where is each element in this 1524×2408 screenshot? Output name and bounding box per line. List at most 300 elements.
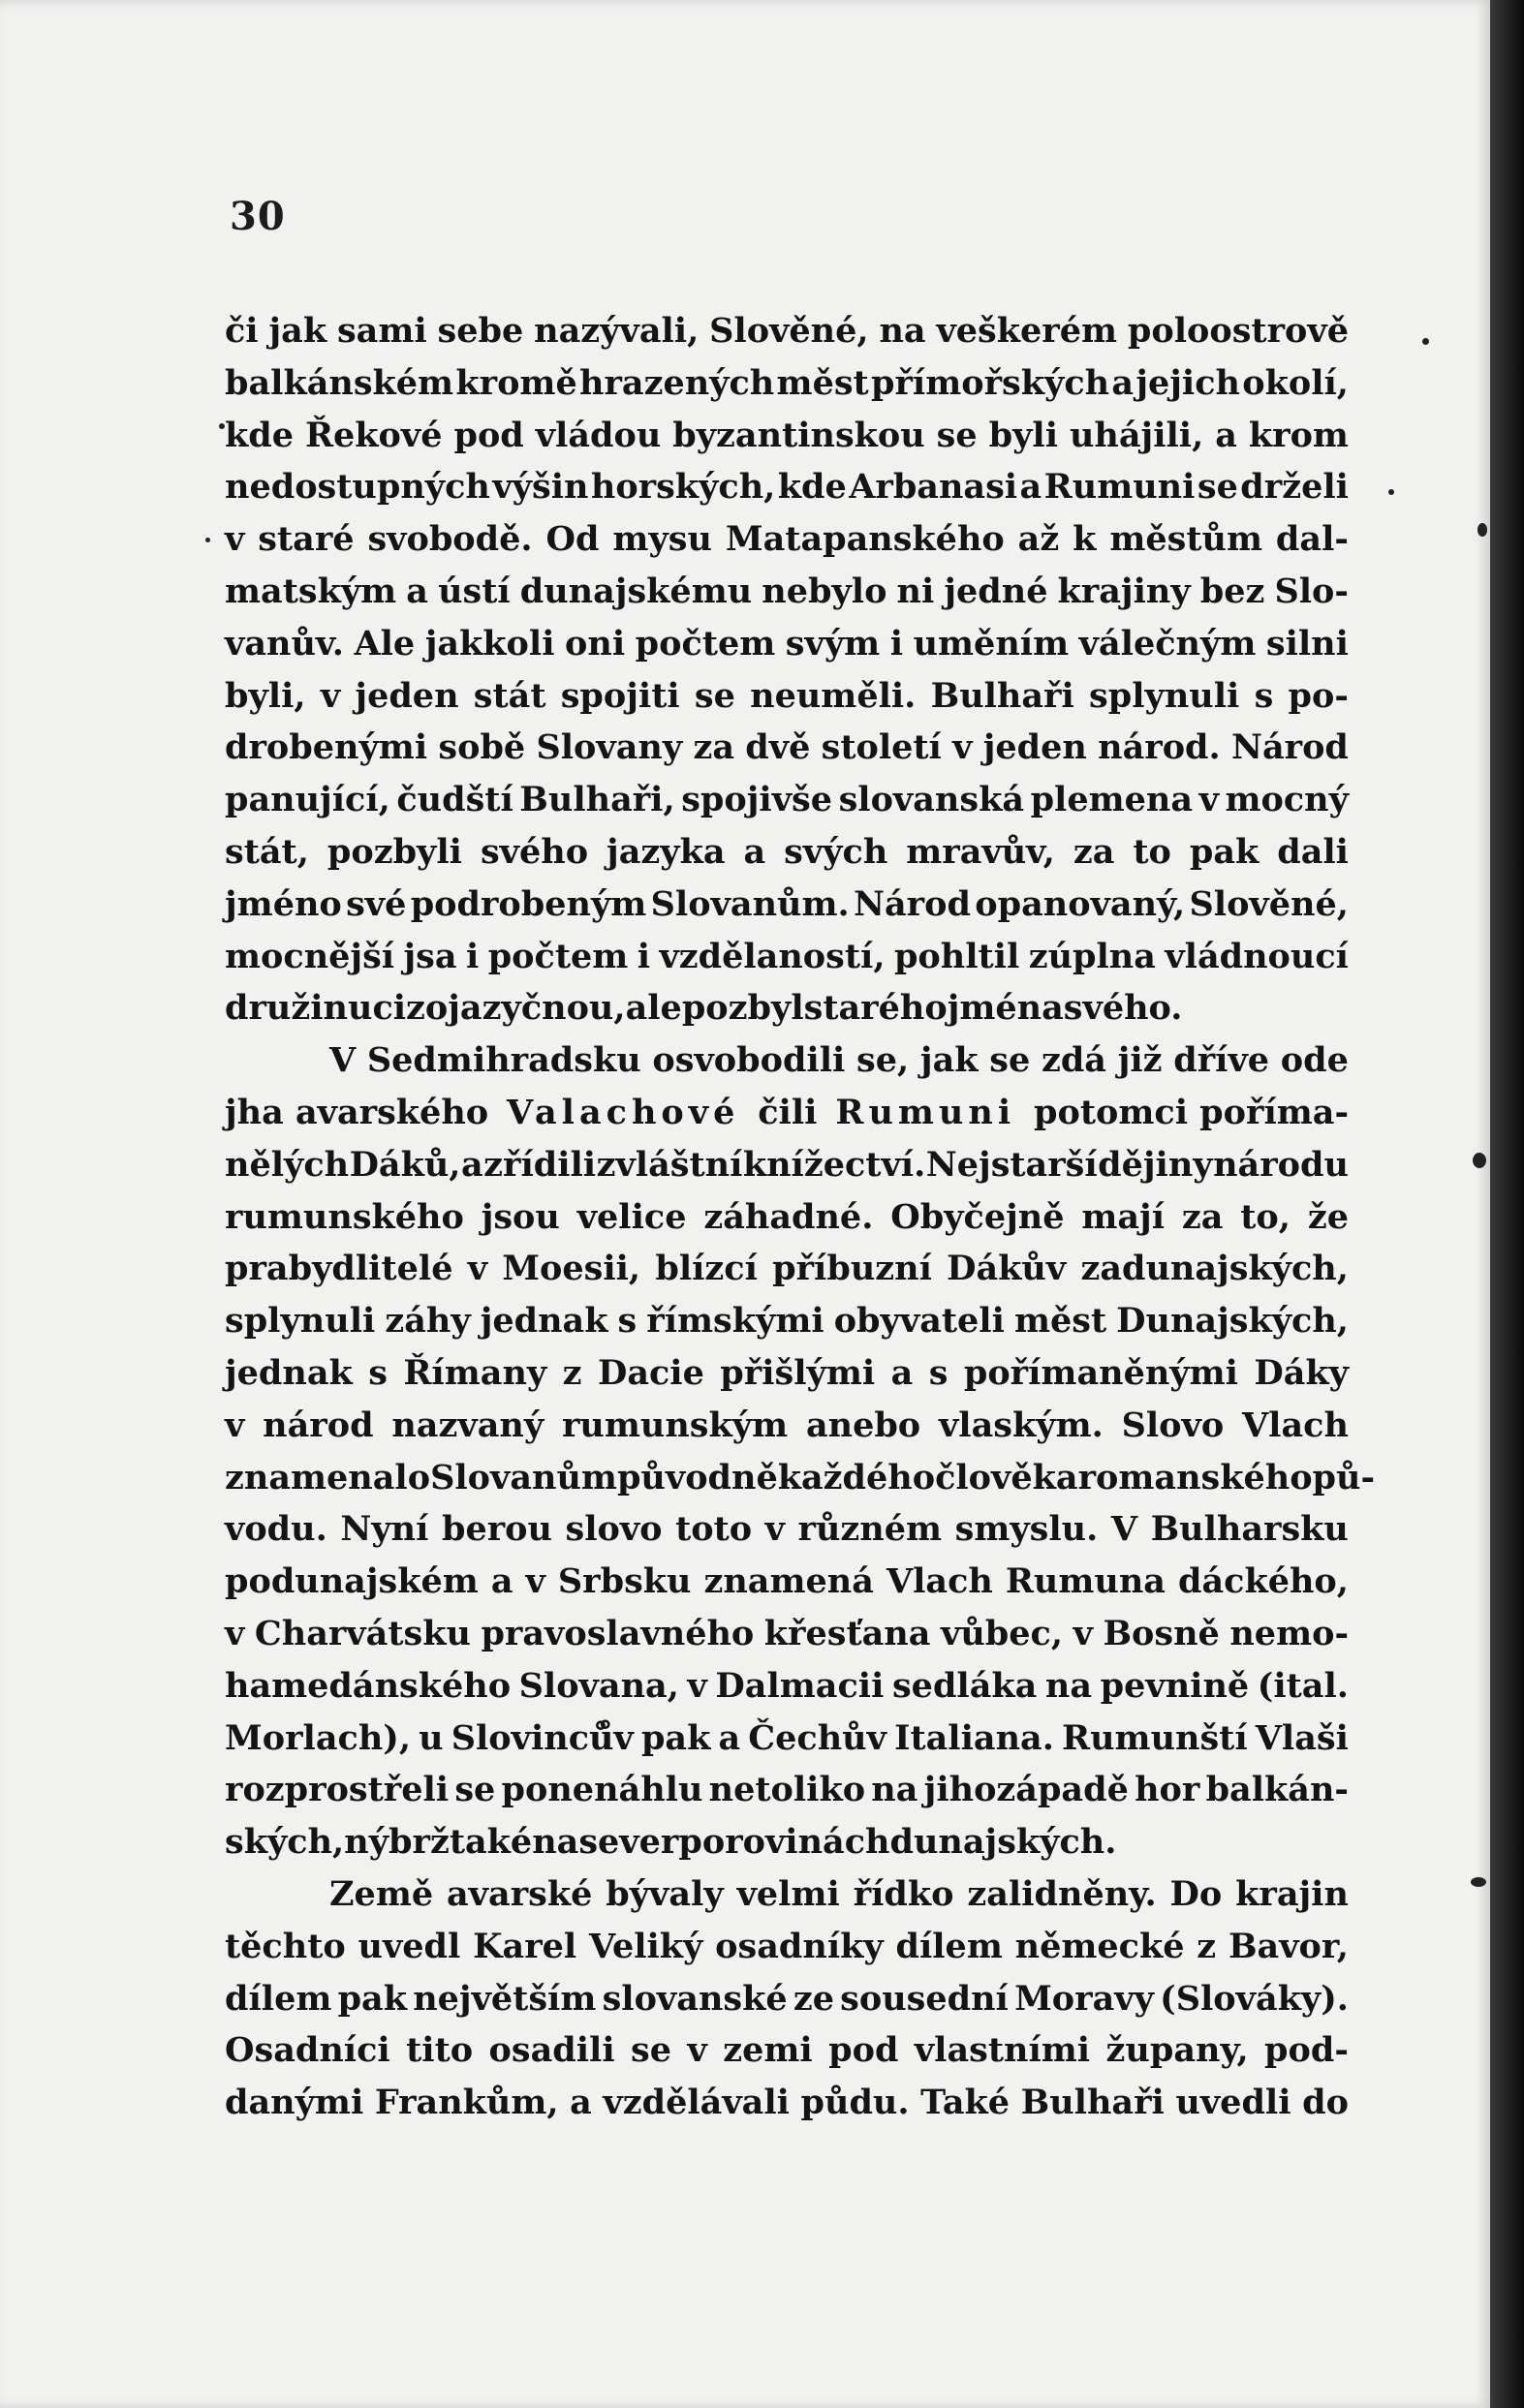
word: s — [368, 1352, 388, 1393]
word: jihozápadě — [923, 1770, 1129, 1810]
word: to — [1133, 831, 1171, 872]
word: svobodě. — [367, 519, 533, 560]
page-number: 30 — [230, 194, 286, 239]
word: a — [1019, 467, 1042, 508]
word: panující, — [225, 780, 390, 820]
word: zdá — [1041, 1040, 1106, 1081]
word: jsa — [403, 936, 457, 976]
word: na — [879, 311, 926, 351]
word: Vlaši — [1255, 1717, 1349, 1758]
word: a — [570, 2083, 592, 2123]
scan-speck — [1471, 1877, 1486, 1887]
word: uvedl — [358, 1926, 461, 1966]
word: kromě — [455, 362, 577, 403]
word: dunajskému — [519, 571, 753, 611]
word: poloostrově — [1127, 311, 1349, 351]
word: jméno — [225, 883, 342, 924]
word: Země — [329, 1873, 434, 1914]
text-line — [225, 1034, 1349, 1087]
word: nazývali, — [534, 311, 700, 351]
word: se, — [856, 1040, 910, 1081]
word: slovanské — [602, 1978, 788, 2019]
word: opanovaný, — [975, 883, 1186, 924]
word: půdu. — [800, 2083, 910, 2123]
word: sedláka — [891, 1665, 1038, 1706]
word: měst — [776, 362, 869, 403]
word: staré — [258, 519, 355, 560]
text-line-with-spaced-names — [225, 1087, 1349, 1139]
word: zúplna — [1028, 936, 1156, 976]
word: ze — [793, 1978, 834, 2019]
word: kde — [777, 467, 847, 508]
word: dvě — [745, 727, 811, 768]
text-line — [225, 305, 1349, 357]
word: za — [693, 727, 734, 768]
scan-speck — [1422, 338, 1429, 345]
word: se — [989, 1040, 1031, 1081]
word: v — [320, 675, 341, 716]
text-line — [225, 461, 1349, 513]
text-line — [225, 1608, 1349, 1660]
word: kde — [225, 415, 294, 455]
word: Slovany — [536, 727, 683, 768]
word: každého — [777, 1457, 936, 1497]
word: ponenáhlu — [501, 1770, 703, 1810]
word: znamená — [703, 1561, 874, 1602]
word: pozbyl — [681, 988, 804, 1029]
word: různém — [797, 1509, 943, 1550]
word: stát — [473, 675, 546, 716]
text-line — [225, 826, 1349, 879]
word: (ital. — [1257, 1665, 1349, 1706]
word: sebe — [437, 311, 524, 351]
word: národ — [263, 1405, 374, 1445]
word: v — [764, 1509, 785, 1550]
word: se — [631, 2030, 672, 2071]
word: počtem — [487, 936, 629, 976]
word: svým — [785, 623, 881, 664]
word: Dalmacii — [715, 1665, 885, 1706]
word: ni — [896, 571, 935, 611]
word: a — [1215, 415, 1237, 455]
word: Moesii, — [502, 1249, 641, 1289]
word: Do — [1169, 1873, 1223, 1914]
word: ských, — [225, 1822, 345, 1863]
word: Slověné, — [709, 311, 869, 351]
word: přišlými — [720, 1352, 876, 1393]
word: národ. — [1098, 727, 1221, 768]
word: vanův. — [225, 623, 344, 664]
word: a — [743, 831, 766, 872]
word: horských, — [590, 467, 776, 508]
word: pak — [337, 1978, 407, 2019]
word: Karel — [473, 1926, 577, 1966]
text-line — [225, 1139, 1349, 1191]
word: jednak — [480, 1301, 608, 1342]
word: jedné — [944, 571, 1048, 611]
text-line — [225, 566, 1349, 618]
text-line — [225, 1295, 1349, 1347]
word: ústí — [438, 571, 511, 611]
word: těchto — [225, 1926, 346, 1966]
word: Vlach — [886, 1561, 993, 1602]
word: se — [936, 415, 978, 455]
word: danými — [225, 2083, 364, 2123]
word: Slověné, — [1189, 883, 1349, 924]
word: byzantinskou — [672, 415, 925, 455]
word: slovo — [565, 1509, 663, 1550]
word: župany, — [1105, 2030, 1249, 2071]
word: zřídili — [483, 1144, 597, 1185]
word: Veliký — [589, 1926, 703, 1966]
word: že — [1307, 1196, 1349, 1237]
word: po — [678, 1822, 726, 1863]
word: Nejstarší — [925, 1144, 1098, 1185]
word: Osadníci — [225, 2030, 390, 2071]
word: mocnější — [225, 936, 395, 976]
word: v — [225, 1613, 245, 1653]
word: to, — [1240, 1196, 1291, 1237]
word: Bulharsku — [1150, 1509, 1349, 1550]
word: i — [637, 936, 651, 976]
word: Dáky — [1254, 1352, 1349, 1393]
text-fragment: jha avarského — [225, 1092, 489, 1132]
word: pod — [828, 2030, 899, 2071]
word: spojiti — [560, 675, 680, 716]
word: v — [225, 1405, 245, 1445]
word: bývaly — [606, 1873, 724, 1914]
word: pevnině — [1100, 1665, 1250, 1706]
word: válečným — [1078, 623, 1257, 664]
word: jak — [919, 1040, 979, 1081]
word: uhájili, — [1069, 415, 1204, 455]
word: vůbec, — [940, 1613, 1064, 1653]
word: Národ — [1230, 727, 1349, 768]
word: největším — [413, 1978, 597, 2019]
word: znamenalo — [225, 1457, 431, 1497]
word: podunajském — [225, 1561, 479, 1602]
word: Frankům, — [374, 2083, 559, 2123]
word: splynuli — [225, 1301, 376, 1342]
word: zemi — [723, 2030, 813, 2071]
word: krajiny — [1057, 571, 1191, 611]
word: v — [225, 519, 245, 560]
word: Srbsku — [557, 1561, 692, 1602]
word: veškerém — [936, 311, 1118, 351]
word: rumunského — [225, 1196, 464, 1237]
text-line — [225, 670, 1349, 723]
word: nebylo — [762, 571, 887, 611]
text-line — [225, 1868, 1349, 1921]
word: Řekové — [304, 415, 443, 455]
word: svého. — [1063, 988, 1183, 1029]
spaced-name-rumuni: Rumuni — [835, 1092, 1016, 1132]
word: Římany — [403, 1352, 547, 1393]
word: Rumuni — [1043, 467, 1196, 508]
word: splynuli — [1089, 675, 1240, 716]
word: stát, — [225, 831, 309, 872]
word: a — [1111, 362, 1135, 403]
word: Čechův — [748, 1717, 886, 1758]
word: a — [718, 1717, 741, 1758]
word: původně — [616, 1457, 778, 1497]
word: spojivše — [681, 780, 833, 820]
word: vlastními — [914, 2030, 1091, 2071]
word: slovanská — [838, 780, 1025, 820]
word: Slovana, — [518, 1665, 679, 1706]
word: Sedmihradsku — [366, 1040, 641, 1081]
word: byli, — [225, 675, 306, 716]
text-line — [225, 1713, 1349, 1765]
text-line — [225, 410, 1349, 462]
word: berou — [441, 1509, 552, 1550]
word: na — [871, 1770, 918, 1810]
scan-speck — [1388, 489, 1394, 495]
word: dali — [1277, 831, 1349, 872]
word: Také — [920, 2083, 1011, 2123]
word: Slovanům. — [650, 883, 850, 924]
word: dal- — [1275, 519, 1349, 560]
word: mocný — [1225, 780, 1349, 820]
spaced-name-valachove: Valachové — [507, 1092, 740, 1132]
word: byli — [988, 415, 1059, 455]
word: pak — [640, 1717, 711, 1758]
word: krajin — [1235, 1873, 1349, 1914]
word: s — [928, 1352, 949, 1393]
word: s — [1254, 675, 1274, 716]
word: pak — [1189, 831, 1260, 872]
word: nělých — [225, 1144, 350, 1185]
word: se — [454, 1770, 496, 1810]
word: blízcí — [655, 1249, 758, 1289]
word: Moravy — [1014, 1978, 1154, 2019]
word: německé — [1014, 1926, 1185, 1966]
word: balkánském — [225, 362, 454, 403]
word: do — [1302, 2083, 1349, 2123]
word: nýbrž — [344, 1822, 450, 1863]
word: jednak — [225, 1352, 353, 1393]
word: V — [1110, 1509, 1138, 1550]
word: i — [889, 623, 904, 664]
word: sobě — [438, 727, 526, 768]
word: měst — [1013, 1301, 1107, 1342]
word: záhadné. — [703, 1196, 874, 1237]
word: zalidněny. — [967, 1873, 1157, 1914]
word: v — [687, 1665, 707, 1706]
word: člověka — [935, 1457, 1078, 1497]
word: sami — [336, 311, 427, 351]
word: osvobodili — [652, 1040, 846, 1081]
word: Od — [545, 519, 600, 560]
word: s — [617, 1301, 638, 1342]
word: netoliko — [708, 1770, 866, 1810]
word: vládnoucí — [1165, 936, 1349, 976]
word: za — [1181, 1196, 1224, 1237]
word: osadníky — [715, 1926, 884, 1966]
word: na — [532, 1822, 579, 1863]
text-line — [225, 1243, 1349, 1295]
word: jejich — [1135, 362, 1240, 403]
word: nazvaný — [391, 1405, 544, 1445]
word: hamedánského — [225, 1665, 512, 1706]
text-line — [225, 1660, 1349, 1713]
word: jména — [947, 988, 1064, 1029]
word: Vlach — [1242, 1405, 1349, 1445]
word: národu — [1213, 1144, 1349, 1185]
word: hrazených — [579, 362, 775, 403]
word: Dáků, — [349, 1144, 461, 1185]
word: pod — [453, 415, 524, 455]
word: Národ — [854, 883, 971, 924]
word: se — [694, 675, 735, 716]
word: Obyčejně — [890, 1196, 1065, 1237]
word: cizojazyčnou, — [372, 988, 626, 1029]
word: v — [687, 2030, 707, 2071]
word: se — [1197, 467, 1238, 508]
text-line — [225, 513, 1349, 566]
word: Bulhaři — [1020, 2083, 1165, 2123]
word: plemena — [1030, 780, 1194, 820]
word: již — [1117, 1040, 1163, 1081]
word: svého — [480, 831, 589, 872]
word: Bulhaři, — [519, 780, 675, 820]
word: vládou — [535, 415, 662, 455]
word: velice — [576, 1196, 687, 1237]
scan-speck — [219, 423, 225, 429]
word: Matapanského — [725, 519, 1005, 560]
text-line — [225, 1816, 1349, 1868]
word: oni — [565, 623, 626, 664]
word: V — [329, 1040, 357, 1081]
word: Rumunští — [1062, 1717, 1248, 1758]
word: neuměli. — [750, 675, 917, 716]
text-line — [225, 1400, 1349, 1452]
word: bez — [1199, 571, 1265, 611]
text-line — [225, 2077, 1349, 2129]
word: po- — [1288, 675, 1349, 716]
word: tito — [406, 2030, 474, 2071]
word: vzdělaností, — [659, 936, 886, 976]
word: Arbanasi — [849, 467, 1018, 508]
word: jsou — [481, 1196, 560, 1237]
word: pů- — [1312, 1457, 1375, 1497]
word: z — [1197, 1926, 1217, 1966]
text-line — [225, 1191, 1349, 1244]
word: záhy — [385, 1301, 471, 1342]
word: a — [490, 1561, 513, 1602]
word: Slovo — [1121, 1405, 1225, 1445]
word: svých — [784, 831, 888, 872]
word: krom — [1248, 415, 1349, 455]
word: Slovanům — [430, 1457, 617, 1497]
word: a — [890, 1352, 914, 1393]
word: rumunským — [561, 1405, 789, 1445]
word: Ale — [354, 623, 416, 664]
word: pořímaněnými — [963, 1352, 1238, 1393]
text-line — [225, 879, 1349, 931]
word: smyslu. — [954, 1509, 1099, 1550]
word: dunajských. — [889, 1822, 1117, 1863]
word: století — [821, 727, 942, 768]
word: vzdělávali — [603, 2083, 790, 2123]
word: své — [346, 883, 407, 924]
word: rovinách — [725, 1822, 890, 1863]
word: mravův, — [906, 831, 1055, 872]
word: Nyní — [340, 1509, 429, 1550]
word: hor — [1135, 1770, 1200, 1810]
word: i — [465, 936, 480, 976]
text-line — [225, 1921, 1349, 1973]
word: u — [419, 1717, 444, 1758]
word: křesťana — [763, 1613, 931, 1653]
word: drobenými — [225, 727, 428, 768]
word: starého — [803, 988, 948, 1029]
word: z — [562, 1352, 582, 1393]
word: Charvátsku — [254, 1613, 471, 1653]
word: Dákův — [947, 1249, 1067, 1289]
word: uvedli — [1175, 2083, 1291, 2123]
word: dílem — [225, 1978, 332, 2019]
text-line — [225, 618, 1349, 670]
text-line — [225, 1764, 1349, 1816]
word: Italiana. — [894, 1717, 1054, 1758]
text-line — [225, 1347, 1349, 1400]
word: družinu — [225, 988, 373, 1029]
word: příbuzní — [772, 1249, 932, 1289]
text-line — [225, 2024, 1349, 2077]
binding-edge — [1490, 0, 1524, 2408]
scan-speck — [205, 538, 210, 542]
text-line — [225, 1452, 1375, 1504]
text-line — [225, 357, 1349, 410]
word: zadunajských, — [1080, 1249, 1349, 1289]
word: v — [525, 1561, 545, 1602]
word: knížectví. — [742, 1144, 926, 1185]
word: zvláštní — [596, 1144, 743, 1185]
word: pohltil — [893, 936, 1020, 976]
word: vlaským. — [938, 1405, 1104, 1445]
text-line — [225, 1973, 1349, 2025]
text-line — [225, 982, 1349, 1034]
word: jakkoli — [424, 623, 555, 664]
word: vodu. — [225, 1509, 327, 1550]
word: dílem — [895, 1926, 1003, 1966]
word: toto — [675, 1509, 753, 1550]
word: na — [1044, 1665, 1093, 1706]
word: v — [467, 1249, 488, 1289]
text-line — [225, 722, 1349, 774]
word: drželi — [1240, 467, 1349, 508]
word: v — [952, 727, 973, 768]
word: a — [406, 571, 428, 611]
word: pod- — [1264, 2030, 1349, 2071]
text-line — [225, 774, 1349, 826]
word: obyvateli — [833, 1301, 1005, 1342]
word: mají — [1081, 1196, 1166, 1237]
word: řídko — [853, 1873, 954, 1914]
word: okolí, — [1242, 362, 1349, 403]
word: Bosně — [1103, 1613, 1220, 1653]
word: romanského — [1077, 1457, 1313, 1497]
scan-speck — [1477, 523, 1487, 537]
word: Slo- — [1274, 571, 1349, 611]
word: velmi — [736, 1873, 840, 1914]
word: městům — [1109, 519, 1262, 560]
word: ode — [1280, 1040, 1349, 1081]
word: sever — [578, 1822, 679, 1863]
word: jazyka — [606, 831, 726, 872]
word: nemo- — [1229, 1613, 1349, 1653]
